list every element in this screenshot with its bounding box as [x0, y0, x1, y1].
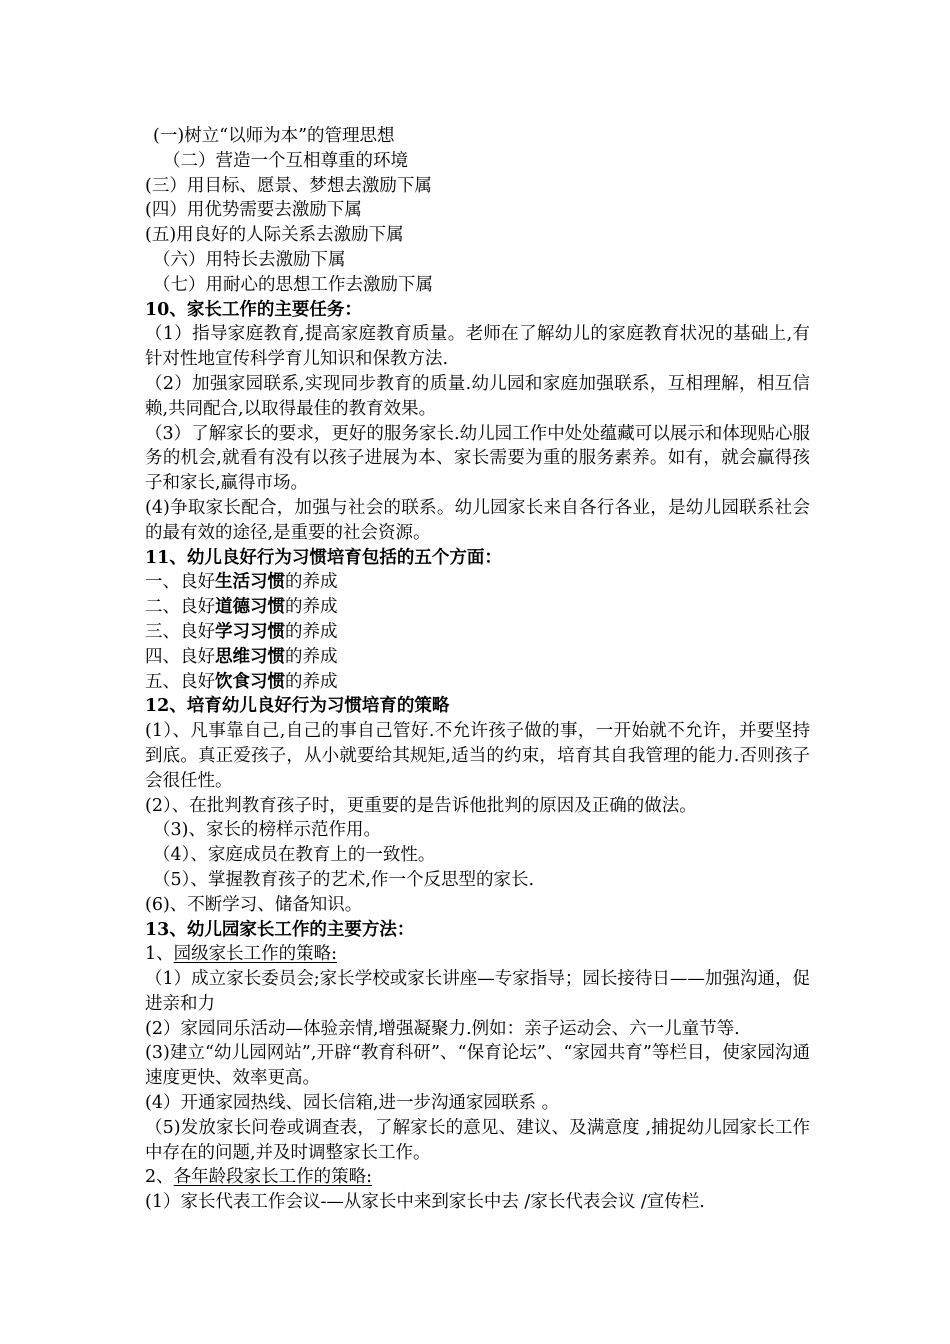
subheading-number: 1、 — [145, 944, 174, 965]
section-heading-12: 12、培育幼儿良好行为习惯培育的策略 — [145, 696, 450, 717]
section-heading-13: 13、幼儿园家长工作的主要方法： — [145, 919, 415, 940]
mgmt-item: (一)树立“以师为本”的管理思想 — [153, 126, 395, 146]
paragraph: （5）、掌握教育孩子的艺术,作一个反思型的家长. — [153, 869, 535, 890]
document-body — [145, 124, 810, 1215]
habit-prefix: 三、良好 — [145, 621, 215, 642]
habit-item — [145, 570, 810, 595]
paragraph: (4）开通家园热线、园长信箱,进一步沟通家园联系 。 — [145, 1093, 560, 1114]
subheading-title: 园级家长工作的策略: — [173, 944, 338, 965]
mgmt-item: (五)用良好的人际关系去激励下属 — [145, 225, 404, 246]
habit-name: 饮食习惯 — [215, 671, 285, 692]
habit-suffix: 的养成 — [285, 646, 338, 667]
paragraph: (3)建立“幼儿园网站”,开辟“教育科研”、“保育论坛”、“家园共育”等栏目，使家园沟通速度更快、效率更高。 — [145, 1043, 810, 1089]
mgmt-item: (四）用优势需要去激励下属 — [145, 200, 362, 221]
paragraph: （5)发放家长问卷或调查表，了解家长的意见、建议、及满意度 ,捕捉幼儿园家长工作中存在的问题,并及时调整家长工作。 — [145, 1117, 810, 1163]
section-heading-10: 10、家长工作的主要任务： — [145, 299, 362, 320]
mgmt-item: （六）用特长去激励下属 — [153, 249, 346, 270]
paragraph: （3）了解家长的要求，更好的服务家长.幼儿园工作中处处蕴藏可以展示和体现贴心服务的机会,就看有没有以孩子进展为本、家长需要为重的服务素养。如有，就会赢得孩子和家长,赢得市场。 — [145, 423, 810, 494]
habit-prefix: 一、良好 — [145, 572, 215, 593]
paragraph: （4）、家庭成员在教育上的一致性。 — [153, 845, 436, 866]
paragraph: （3)、家长的榜样示范作用。 — [153, 820, 381, 841]
habit-prefix: 五、良好 — [145, 671, 215, 692]
habit-name: 生活习惯 — [215, 572, 285, 593]
subheading-title: 各年龄段家长工作的策略: — [173, 1167, 373, 1188]
habit-suffix: 的养成 — [285, 572, 338, 593]
habit-name: 学习习惯 — [215, 621, 285, 642]
paragraph: (2）家园同乐活动—体验亲情,增强凝聚力.例如：亲子运动会、六一儿童节等. — [145, 1018, 740, 1039]
subheading — [145, 1165, 810, 1190]
habit-name: 道德习惯 — [215, 597, 285, 618]
paragraph: (2）、在批判教育孩子时，更重要的是告诉他批判的原因及正确的做法。 — [145, 795, 697, 816]
habit-item — [145, 595, 810, 620]
mgmt-item: （二）营造一个互相尊重的环境 — [163, 150, 408, 171]
habit-suffix: 的养成 — [285, 597, 338, 618]
paragraph: （1）指导家庭教育,提高家庭教育质量。老师在了解幼儿的家庭教育状况的基础上,有针对性地宣传科学育儿知识和保教方法. — [145, 324, 810, 370]
paragraph: (4)争取家长配合，加强与社会的联系。幼儿园家长来自各行各业，是幼儿园联系社会的最有效的途径,是重要的社会资源。 — [145, 497, 810, 543]
habit-suffix: 的养成 — [285, 621, 338, 642]
habit-item — [145, 645, 810, 670]
mgmt-item: （七）用耐心的思想工作去激励下属 — [153, 274, 433, 295]
paragraph: (1）家长代表工作会议-—从家长中来到家长中去 /家长代表会议 /宣传栏. — [145, 1192, 705, 1213]
habit-item — [145, 620, 810, 645]
habit-prefix: 二、良好 — [145, 597, 215, 618]
mgmt-item: (三）用目标、愿景、梦想去激励下属 — [145, 175, 432, 196]
habit-prefix: 四、良好 — [145, 646, 215, 667]
paragraph: （1）成立家长委员会;家长学校或家长讲座—专家指导；园长接待日——加强沟通，促进亲和力 — [145, 969, 810, 1014]
paragraph: （2）加强家园联系,实现同步教育的质量.幼儿园和家庭加强联系，互相理解，相互信赖,共同配合,以取得最佳的教育效果。 — [145, 373, 810, 419]
subheading — [145, 942, 810, 967]
paragraph: (1）、凡事靠自己,自己的事自己管好.不允许孩子做的事，一开始就不允许，并要坚持到底。真正爱孩子，从小就要给其规矩,适当的约束，培育其自我管理的能力.否则孩子会很任性。 — [145, 721, 810, 791]
subheading-number: 2、 — [145, 1167, 174, 1188]
habit-name: 思维习惯 — [215, 646, 285, 667]
section-heading-11: 11、幼儿良好行为习惯培育包括的五个方面： — [145, 547, 502, 568]
habit-suffix: 的养成 — [285, 671, 338, 692]
habit-item — [145, 670, 810, 695]
paragraph: (6)、不断学习、储备知识。 — [145, 894, 363, 915]
